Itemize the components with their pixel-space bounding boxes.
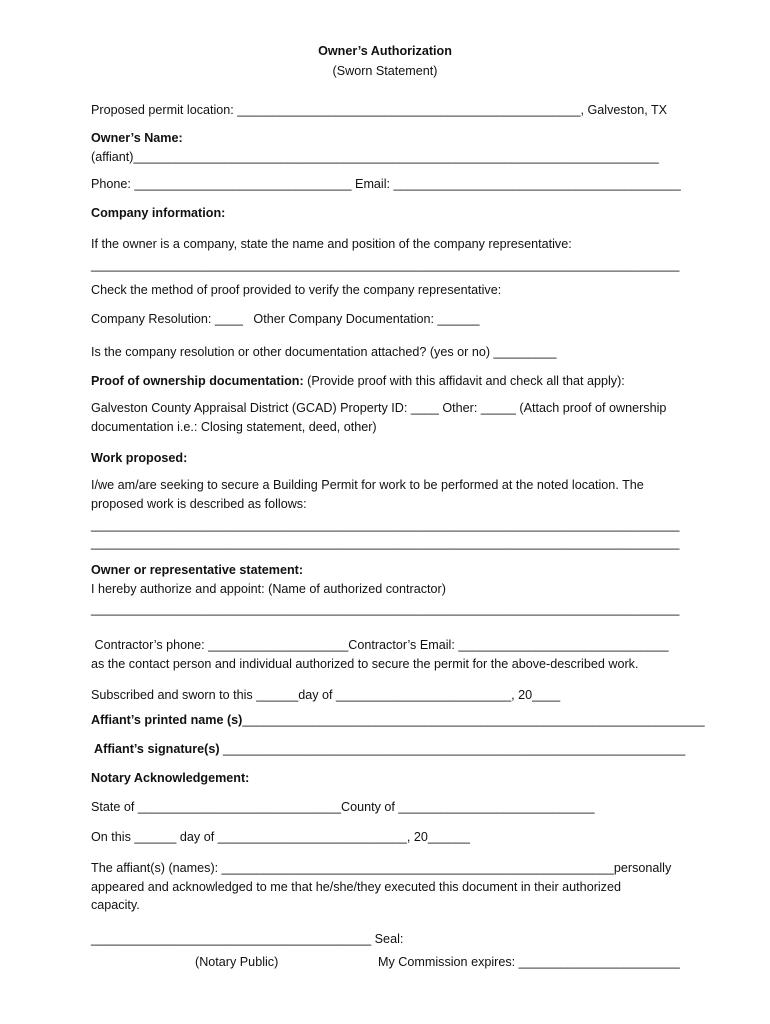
notary-public-label: (Notary Public) [195,955,279,969]
form-subtitle: (Sworn Statement) [332,64,438,78]
commission-expires-field[interactable]: My Commission expires: _______________________ [378,955,680,969]
printed-name-label: Affiant’s printed name (s) [91,713,243,727]
work-description-line-1: I/we am/are seeking to secure a Building Permit for work to be performed at the noted location. The [91,478,644,492]
signature-field[interactable] [91,742,685,757]
form-title: Owner’s Authorization [318,44,452,58]
capacity-text: capacity. [91,898,140,912]
contractor-name-field[interactable]: ____________________________________________________________________________________ [91,602,680,616]
notary-heading: Notary Acknowledgement: [91,771,250,785]
printed-name-blank[interactable]: __________________________________________________________________ [242,713,705,727]
proof-method-text: Check the method of proof provided to verify the company representative: [91,283,502,297]
affiant-names-field[interactable]: The affiant(s) (names): ________________________________________________________personally [91,861,672,875]
ownership-line [91,374,625,389]
statement-line: I hereby authorize and appoint: (Name of authorized contractor) [91,582,446,596]
company-representative-field[interactable]: ____________________________________________________________________________________ [91,258,680,272]
company-instruction: If the owner is a company, state the name and position of the company representative: [91,237,572,251]
contact-person-text: as the contact person and individual authorized to secure the permit for the above-described work. [91,657,639,671]
phone-email-field[interactable]: Phone: _______________________________ Email: _________________________________________ [91,177,681,191]
documentation-attached-field[interactable]: Is the company resolution or other documentation attached? (yes or no) _________ [91,345,557,359]
gcad-line-2: documentation i.e.: Closing statement, deed, other) [91,420,377,434]
owner-name-heading: Owner’s Name: [91,131,183,145]
company-heading: Company information: [91,206,226,220]
statement-heading: Owner or representative statement: [91,563,304,577]
signature-blank[interactable]: __________________________________________________________________ [223,742,686,756]
notary-signature-seal-field[interactable]: ________________________________________ Seal: [91,932,404,946]
work-blank-2[interactable]: ____________________________________________________________________________________ [91,536,680,550]
ownership-instruction: (Provide proof with this affidavit and check all that apply): [303,374,625,388]
subscribed-sworn-field[interactable]: Subscribed and sworn to this ______day of _________________________, 20____ [91,688,561,702]
company-resolution-field[interactable]: Company Resolution: ____ Other Company Documentation: ______ [91,312,480,326]
contractor-contact-field[interactable]: Contractor’s phone: ____________________Contractor’s Email: ______________________________ [91,638,669,652]
printed-name-field[interactable] [91,713,705,728]
owner-affiant-field[interactable]: (affiant)___________________________________________________________________________ [91,150,659,164]
ownership-heading: Proof of ownership documentation: [91,374,304,388]
state-county-field[interactable]: State of _____________________________County of ____________________________ [91,800,595,814]
work-description-line-2: proposed work is described as follows: [91,497,307,511]
permit-location-field[interactable]: Proposed permit location: _________________________________________________, Galveston, TX [91,103,668,117]
signature-label: Affiant’s signature(s) [91,742,224,756]
work-heading: Work proposed: [91,451,188,465]
work-blank-1[interactable]: ____________________________________________________________________________________ [91,518,680,532]
gcad-property-field[interactable]: Galveston County Appraisal District (GCAD) Property ID: ____ Other: _____ (Attach proof of ownership [91,401,667,415]
appeared-text: appeared and acknowledged to me that he/she/they executed this document in their authorized [91,880,621,894]
on-this-date-field[interactable]: On this ______ day of ___________________________, 20______ [91,830,470,844]
